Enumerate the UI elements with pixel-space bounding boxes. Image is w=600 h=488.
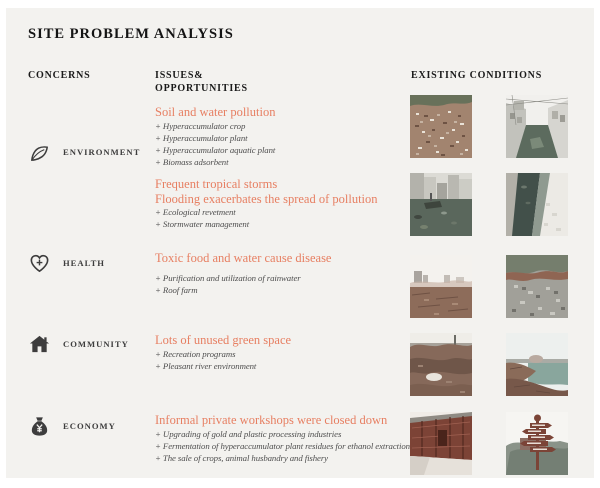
page-title: SITE PROBLEM ANALYSIS (28, 26, 234, 42)
issue-bullet: + Upgrading of gold and plastic processing industries (155, 428, 342, 439)
house-icon (27, 332, 51, 356)
issue-block-soil-water-pollution (155, 105, 275, 168)
issue-block-unused-green-space (155, 333, 291, 372)
column-header-issues (155, 69, 248, 95)
concern-health (27, 250, 105, 276)
issue-title: Frequent tropical storms (155, 177, 278, 191)
concern-label-environment: ENVIRONMENT (63, 147, 141, 157)
photo-canal-wall (506, 173, 568, 236)
issue-block-storms-flooding (155, 177, 378, 230)
concern-community (27, 331, 129, 357)
photo-overgrown-field (410, 333, 472, 396)
issue-bullet: + Biomass adsorbent (155, 156, 229, 167)
money-bag-yen-icon (27, 414, 51, 438)
issue-title: Lots of unused green space (155, 333, 292, 347)
heart-cross-icon (27, 251, 51, 275)
issue-title: Flooding exacerbates the spread of pollution (155, 191, 378, 206)
concern-label-economy: ECONOMY (63, 421, 116, 431)
concern-economy (27, 413, 116, 439)
photo-polluted-soil (410, 95, 472, 158)
issue-bullet: + Hyperaccumulator aquatic plant (155, 144, 276, 155)
issue-bullet: + Pleasant river environment (155, 360, 257, 371)
concern-environment (27, 139, 140, 165)
photo-rubble-ground (506, 255, 568, 318)
concern-label-community: COMMUNITY (63, 339, 129, 349)
issue-title: Toxic food and water cause disease (155, 251, 332, 265)
photo-riverbank (506, 333, 568, 396)
issue-bullet: + Recreation programs (155, 348, 236, 359)
issue-bullet: + The sale of crops, animal husbandry and fishery (155, 452, 328, 463)
leaf-icon (27, 140, 51, 164)
photo-wasteland-skyline (410, 255, 472, 318)
issue-bullet: + Purification and utilization of rainwater (155, 272, 301, 283)
issue-title: Soil and water pollution (155, 105, 276, 119)
issue-bullet: + Ecological revetment (155, 207, 236, 217)
photo-river-with-boats (410, 173, 472, 236)
issue-block-toxic-food-water (155, 251, 331, 296)
issue-block-workshops-closed (155, 413, 410, 464)
issue-title: Informal private workshops were closed down (155, 413, 388, 427)
photo-signpost (506, 412, 568, 475)
photo-canal-between-houses (506, 95, 568, 158)
issue-bullet: + Roof farm (155, 284, 198, 295)
column-header-issues-line2: OPPORTUNITIES (155, 83, 248, 94)
issue-bullet: + Stormwater management (155, 219, 250, 229)
issue-bullet: + Hyperaccumulator plant (155, 132, 248, 143)
column-header-existing-conditions: EXISTING CONDITIONS (411, 70, 543, 81)
concern-label-health: HEALTH (63, 258, 105, 268)
issue-bullet: + Hyperaccumulator crop (155, 120, 246, 131)
issue-bullet: + Fermentation of hyperaccumulator plant residues for ethanol extraction (155, 440, 410, 451)
column-header-concerns: CONCERNS (28, 70, 91, 81)
photo-closed-workshop (410, 412, 472, 475)
column-header-issues-line1: ISSUES& (155, 70, 204, 81)
